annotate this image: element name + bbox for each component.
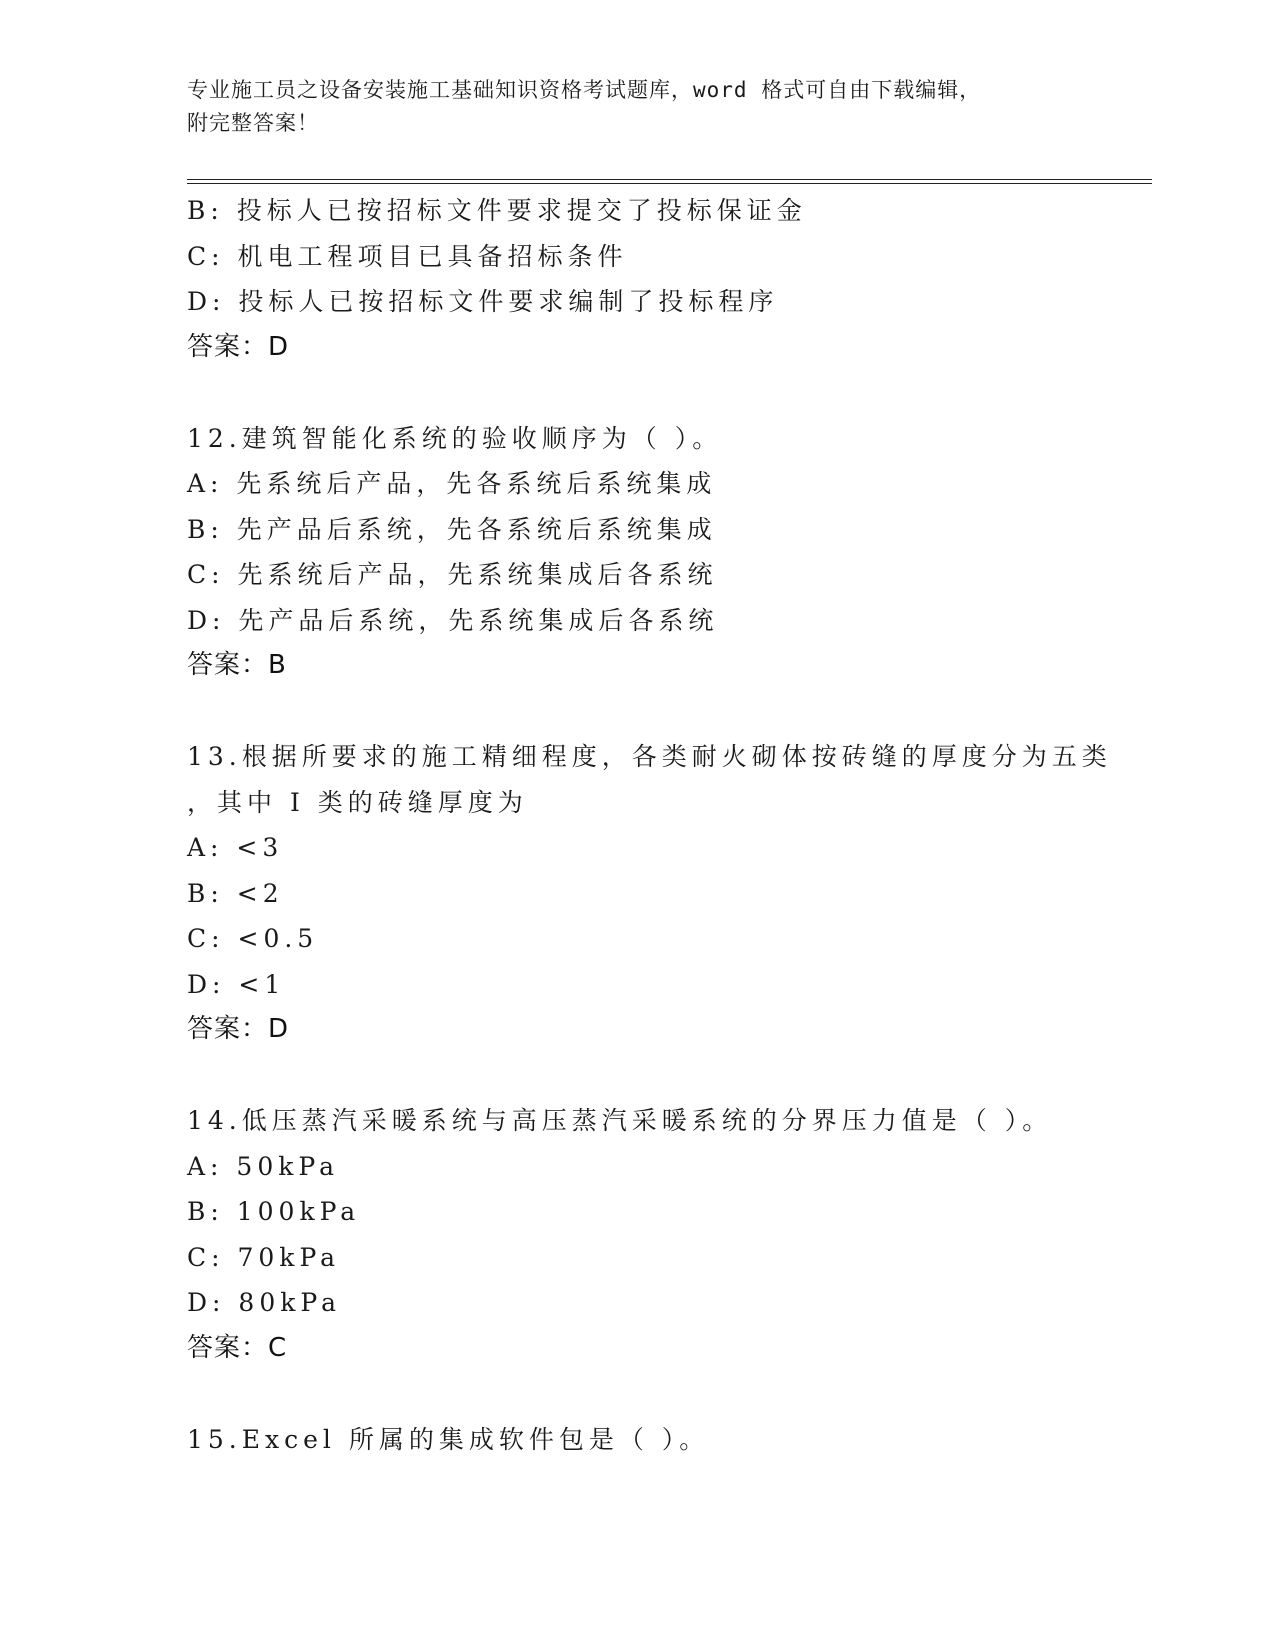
option-a: A: 先系统后产品，先各系统后系统集成	[187, 469, 717, 498]
option-c: C: <0.5	[187, 924, 319, 953]
answer-line: 答案：C	[187, 1332, 288, 1363]
question-list	[187, 188, 1147, 1462]
option-c: C: 70kPa	[187, 1242, 341, 1272]
answer-line: 答案：D	[187, 331, 290, 362]
option-b: B: 先产品后系统，先各系统后系统集成	[187, 514, 717, 544]
question-text: 14.低压蒸汽采暖系统与高压蒸汽采暖系统的分界压力值是（ ）。	[187, 1106, 1053, 1135]
question-text-line-2: ，其中 I 类的砖缝厚度为	[187, 787, 528, 817]
question-text: 12.建筑智能化系统的验收顺序为（ ）。	[187, 423, 723, 453]
option-a: A: <3	[187, 833, 284, 862]
option-d: D: 先产品后系统，先系统集成后各系统	[187, 605, 719, 635]
option-c: C: 机电工程项目已具备招标条件	[187, 241, 628, 271]
question-text: 15.Excel 所属的集成软件包是（ ）。	[187, 1424, 710, 1454]
spacer	[187, 689, 1147, 735]
option-d: D: 80kPa	[187, 1288, 341, 1317]
option-b: B: <2	[187, 878, 284, 908]
option-a: A: 50kPa	[187, 1151, 339, 1181]
answer-line: 答案：D	[187, 1014, 290, 1044]
document-header	[187, 74, 1087, 140]
option-d: D: <1	[187, 969, 286, 999]
spacer	[187, 1053, 1147, 1099]
header-line-1: 专业施工员之设备安装施工基础知识资格考试题库，word 格式可自由下载编辑，	[187, 78, 982, 102]
header-divider-bottom	[187, 183, 1152, 184]
header-divider-top	[187, 179, 1152, 180]
question-12	[187, 416, 1147, 689]
question-text-line-1: 13.根据所要求的施工精细程度，各类耐火砌体按砖缝的厚度分为五类	[187, 742, 1112, 771]
answer-line: 答案：B	[187, 650, 287, 680]
option-c: C: 先系统后产品，先系统集成后各系统	[187, 560, 718, 589]
question-15	[187, 1417, 1147, 1463]
question-11	[187, 188, 1147, 370]
spacer	[187, 1371, 1147, 1417]
question-14	[187, 1098, 1147, 1371]
option-b: B: 投标人已按招标文件要求提交了投标保证金	[187, 196, 807, 225]
question-13	[187, 734, 1147, 1053]
option-b: B: 100kPa	[187, 1197, 361, 1226]
spacer	[187, 370, 1147, 416]
header-line-2: 附完整答案！	[187, 111, 319, 135]
option-d: D: 投标人已按招标文件要求编制了投标程序	[187, 287, 779, 316]
